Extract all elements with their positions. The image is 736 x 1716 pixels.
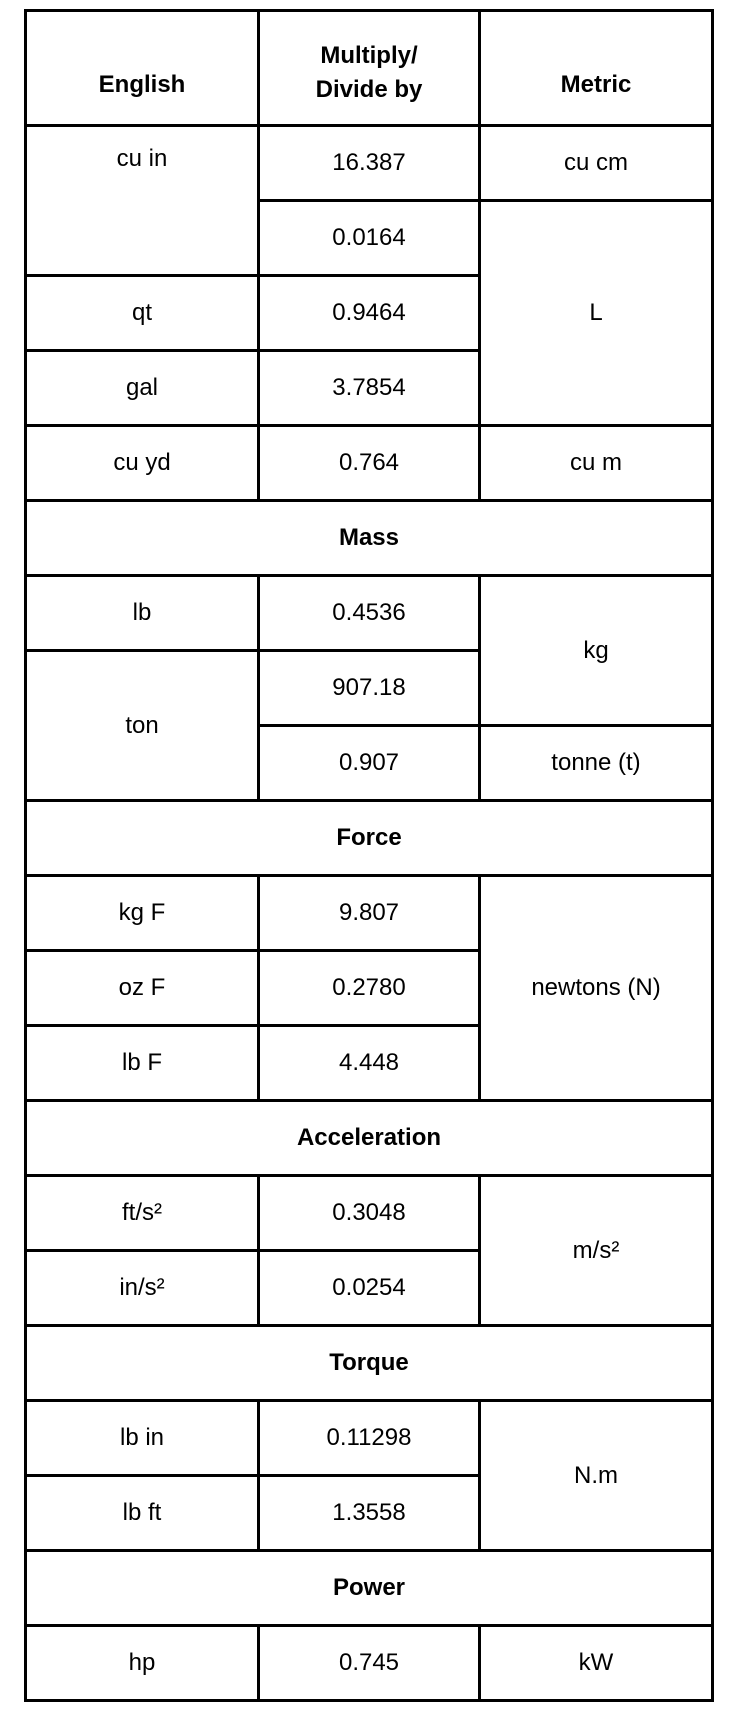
section-title-acceleration: Acceleration — [26, 1101, 713, 1176]
english-unit: lb — [26, 576, 259, 651]
factor-value: 0.0254 — [259, 1251, 480, 1326]
metric-unit: cu cm — [480, 126, 713, 201]
factor-value: 16.387 — [259, 126, 480, 201]
table-row — [26, 1401, 713, 1476]
metric-unit: L — [480, 201, 713, 426]
english-unit: cu yd — [26, 426, 259, 501]
table-row — [26, 126, 713, 201]
factor-value: 9.807 — [259, 876, 480, 951]
header-english: English — [26, 11, 259, 126]
section-row-mass — [26, 501, 713, 576]
header-metric: Metric — [480, 11, 713, 126]
factor-value: 0.907 — [259, 726, 480, 801]
metric-unit: newtons (N) — [480, 876, 713, 1101]
factor-value: 0.11298 — [259, 1401, 480, 1476]
factor-value: 4.448 — [259, 1026, 480, 1101]
header-factor — [259, 11, 480, 126]
english-unit: qt — [26, 276, 259, 351]
table-row — [26, 426, 713, 501]
header-factor-line1: Multiply/ — [320, 42, 418, 69]
table-row — [26, 876, 713, 951]
section-row-force — [26, 801, 713, 876]
english-unit: lb ft — [26, 1476, 259, 1551]
section-title-torque: Torque — [26, 1326, 713, 1401]
factor-value: 0.4536 — [259, 576, 480, 651]
english-unit: oz F — [26, 951, 259, 1026]
factor-value: 0.2780 — [259, 951, 480, 1026]
metric-unit: N.m — [480, 1401, 713, 1551]
factor-value: 0.9464 — [259, 276, 480, 351]
metric-unit: m/s² — [480, 1176, 713, 1326]
section-title-mass: Mass — [26, 501, 713, 576]
metric-unit: kg — [480, 576, 713, 726]
header-row — [26, 11, 713, 126]
table-row — [26, 1176, 713, 1251]
table-row — [26, 1626, 713, 1701]
factor-value: 0.745 — [259, 1626, 480, 1701]
factor-value: 0.764 — [259, 426, 480, 501]
english-unit: ton — [26, 651, 259, 801]
english-unit: lb in — [26, 1401, 259, 1476]
section-title-force: Force — [26, 801, 713, 876]
english-unit: gal — [26, 351, 259, 426]
section-row-power — [26, 1551, 713, 1626]
factor-value: 907.18 — [259, 651, 480, 726]
factor-value: 0.3048 — [259, 1176, 480, 1251]
section-title-power: Power — [26, 1551, 713, 1626]
table-row — [26, 576, 713, 651]
english-unit: cu in — [26, 126, 259, 276]
conversion-table — [24, 9, 714, 1702]
english-unit: in/s² — [26, 1251, 259, 1326]
english-unit: lb F — [26, 1026, 259, 1101]
english-unit: hp — [26, 1626, 259, 1701]
factor-value: 3.7854 — [259, 351, 480, 426]
english-unit: kg F — [26, 876, 259, 951]
factor-value: 0.0164 — [259, 201, 480, 276]
metric-unit: kW — [480, 1626, 713, 1701]
section-row-torque — [26, 1326, 713, 1401]
section-row-acceleration — [26, 1101, 713, 1176]
metric-unit: tonne (t) — [480, 726, 713, 801]
factor-value: 1.3558 — [259, 1476, 480, 1551]
header-factor-line2: Divide by — [315, 76, 423, 103]
metric-unit: cu m — [480, 426, 713, 501]
english-unit: ft/s² — [26, 1176, 259, 1251]
